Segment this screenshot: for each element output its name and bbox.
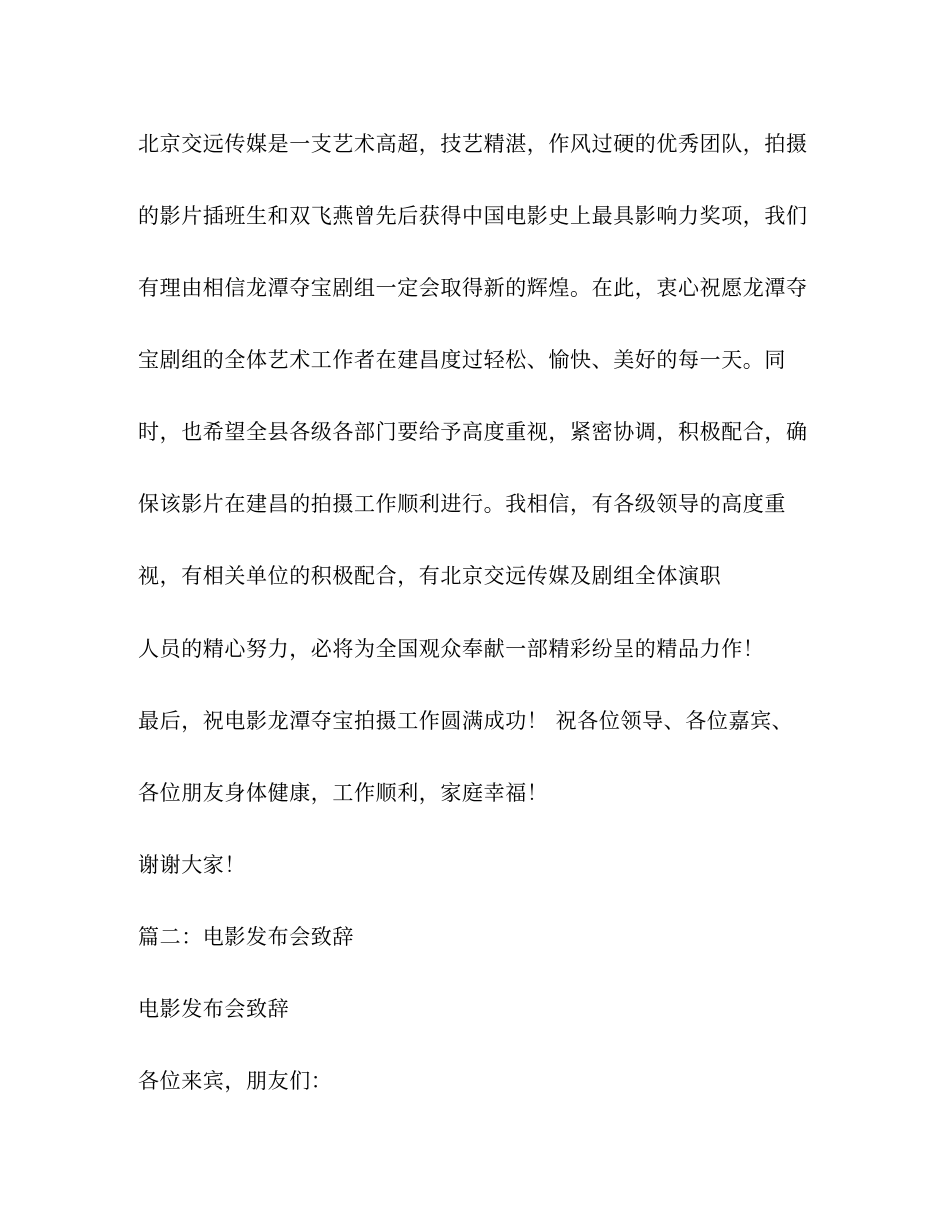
paragraph-line-10: 各位朋友身体健康，工作顺利，家庭幸福！ xyxy=(138,781,549,805)
speech-title: 电影发布会致辞 xyxy=(138,997,290,1021)
paragraph-line-6: 保该影片在建昌的拍摄工作顺利进行。我相信，有各级领导的高度重 xyxy=(138,492,786,516)
paragraph-line-7: 视，有相关单位的积极配合，有北京交远传媒及剧组全体演职 xyxy=(138,564,722,588)
paragraph-line-1: 北京交远传媒是一支艺术高超，技艺精湛，作风过硬的优秀团队，拍摄 xyxy=(138,132,808,156)
paragraph-line-3: 有理由相信龙潭夺宝剧组一定会取得新的辉煌。在此，衷心祝愿龙潭夺 xyxy=(138,276,808,300)
paragraph-line-5: 时，也希望全县各级各部门要给予高度重视，紧密协调，积极配合，确 xyxy=(138,420,808,444)
paragraph-line-9: 最后，祝电影龙潭夺宝拍摄工作圆满成功！ 祝各位领导、各位嘉宾、 xyxy=(138,709,794,733)
paragraph-line-2: 的影片插班生和双飞燕曾先后获得中国电影史上最具影响力奖项，我们 xyxy=(138,204,808,228)
closing-thanks-line: 谢谢大家！ xyxy=(138,853,246,877)
paragraph-line-8: 人员的精心努力，必将为全国观众奉献一部精彩纷呈的精品力作！ xyxy=(138,637,765,661)
section-heading: 篇二：电影发布会致辞 xyxy=(138,925,354,949)
paragraph-line-4: 宝剧组的全体艺术工作者在建昌度过轻松、愉快、美好的每一天。同 xyxy=(138,348,786,372)
salutation-line: 各位来宾，朋友们： xyxy=(138,1069,333,1093)
